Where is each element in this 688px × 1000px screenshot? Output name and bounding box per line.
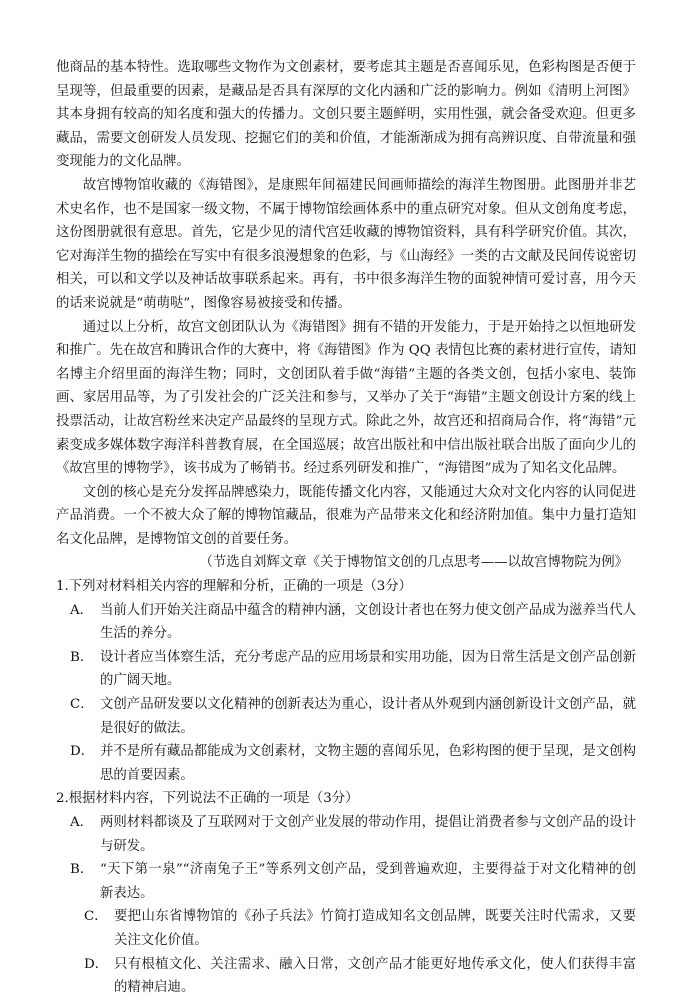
option-b <box>56 646 636 693</box>
body-paragraph-4: 文创的核心是充分发挥品牌感染力，既能传播文化内容，又能通过大众对文化内容的认同促进产品消费。一个不被大众了解的博物馆藏品，很难为产品带来文化和经济附加值。集中力量打造知名文化品牌，是博物馆文创的首要任务。 <box>56 484 636 547</box>
option-text: 并不是所有藏品都能成为文创素材，文物主题的喜闻乐见，色彩构图的便于呈现，是文创构思的首要因素。 <box>100 744 636 783</box>
option-d <box>56 740 636 787</box>
body-paragraph-1: 他商品的基本特性。选取哪些文物作为文创素材，要考虑其主题是否喜闻乐见，色彩构图是否便于呈现等，但最重要的因素，是藏品是否具有深厚的文化内涵和广泛的影响力。例如《清明上河图》其本身拥有较高的知名度和强大的传播力。文创只要主题鲜明，实用性强，就会备受欢迎。但更多藏品，需要文创研发人员发现、挖掘它们的美和价值，才能渐渐成为拥有高辨识度、自带流量和强变现能力的文化品牌。 <box>56 60 636 170</box>
option-c <box>56 905 636 952</box>
body-paragraph-3: 通过以上分析，故宫文创团队认为《海错图》拥有不错的开发能力，于是开始持之以恒地研发和推广。先在故宫和腾讯合作的大赛中，将《海错图》作为 QQ 表情包比赛的素材进行宣传，请知名博主介绍里面的海洋生物；同时，文创团队着手做“海错”主题的各类文创，包括小家电、装饰画、家居用品等，为了引发社会的广泛关注和参与，又举办了关于“海错”主题文创设计方案的线上投票活动，让故宫粉丝来决定产品最终的呈现方式。除此之外，故宫还和招商局合作，将“海错”元素变成多媒体数字海洋科普教育展，在全国巡展；故宫出版社和中信出版社联合出版了面向少儿的《故宫里的博物学》，该书成为了畅销书。经过系列研发和推广，“海错图”成为了知名文化品牌。 <box>56 319 636 477</box>
option-a <box>56 599 636 646</box>
source-citation: （节选自刘辉文章《关于博物馆文创的几点思考——以故宫博物院为例》 <box>199 555 628 571</box>
option-letter: A． <box>70 602 94 618</box>
question-stem: 1.下列对材料相关内容的理解和分析，正确的一项是（3分） <box>56 579 413 595</box>
option-text: 两则材料都谈及了互联网对于文创产业发展的带动作用，提倡让消费者参与文创产品的设计与研发。 <box>100 815 636 854</box>
option-letter: A． <box>70 815 94 830</box>
option-text: 文创产品研发要以文化精神的创新表达为重心，设计者从外观到内涵创新设计文创产品，就是很好的做法。 <box>100 697 636 736</box>
option-letter: B． <box>70 649 94 665</box>
option-letter: C． <box>70 697 94 713</box>
question-2 <box>56 787 636 999</box>
option-a <box>56 811 636 858</box>
option-c <box>56 693 636 740</box>
option-d <box>56 953 636 1000</box>
option-letter: C． <box>84 909 108 925</box>
option-text: 当前人们开始关注商品中蕴含的精神内涵，文创设计者也在努力使文创产品成为滋养当代人生活的养分。 <box>100 602 636 642</box>
option-text: 要把山东省博物馆的《孙子兵法》竹简打造成知名文创品牌，既要关注时代需求，又要关注文化价值。 <box>114 909 636 948</box>
option-text: 设计者应当体察生活，充分考虑产品的应用场景和实用功能，因为日常生活是文创产品创新的广阔天地。 <box>100 649 636 689</box>
option-text: “天下第一泉”“济南兔子王”等系列文创产品，受到普遍欢迎，主要得益于对文化精神的创新表达。 <box>100 862 636 901</box>
option-letter: D． <box>84 956 109 972</box>
question-stem: 2.根据材料内容，下列说法不正确的一项是（3分） <box>56 791 359 807</box>
option-b <box>56 858 636 905</box>
option-text: 只有根植文化、关注需求、融入日常，文创产品才能更好地传承文化，使人们获得丰富的精神启迪。 <box>114 956 636 996</box>
question-1 <box>56 575 636 787</box>
body-paragraph-2: 故宫博物馆收藏的《海错图》，是康熙年间福建民间画师描绘的海洋生物图册。此图册并非艺术史名作，也不是国家一级文物，不属于博物馆绘画体系中的重点研究对象。但从文创角度考虑，这份图册就很有意思。首先，它是少见的清代宫廷收藏的博物馆资料，具有科学研究价值。其次，它对海洋生物的描绘在写实中有很多浪漫想象的色彩，与《山海经》一类的古文献及民间传说密切相关，可以和文学以及神话故事联系起来。再有，书中很多海洋生物的面貌神情可爱讨喜，用今天的话来说就是“萌萌哒”，图像容易被接受和传播。 <box>56 177 636 311</box>
option-letter: D． <box>70 744 95 760</box>
option-letter: B． <box>70 862 94 878</box>
